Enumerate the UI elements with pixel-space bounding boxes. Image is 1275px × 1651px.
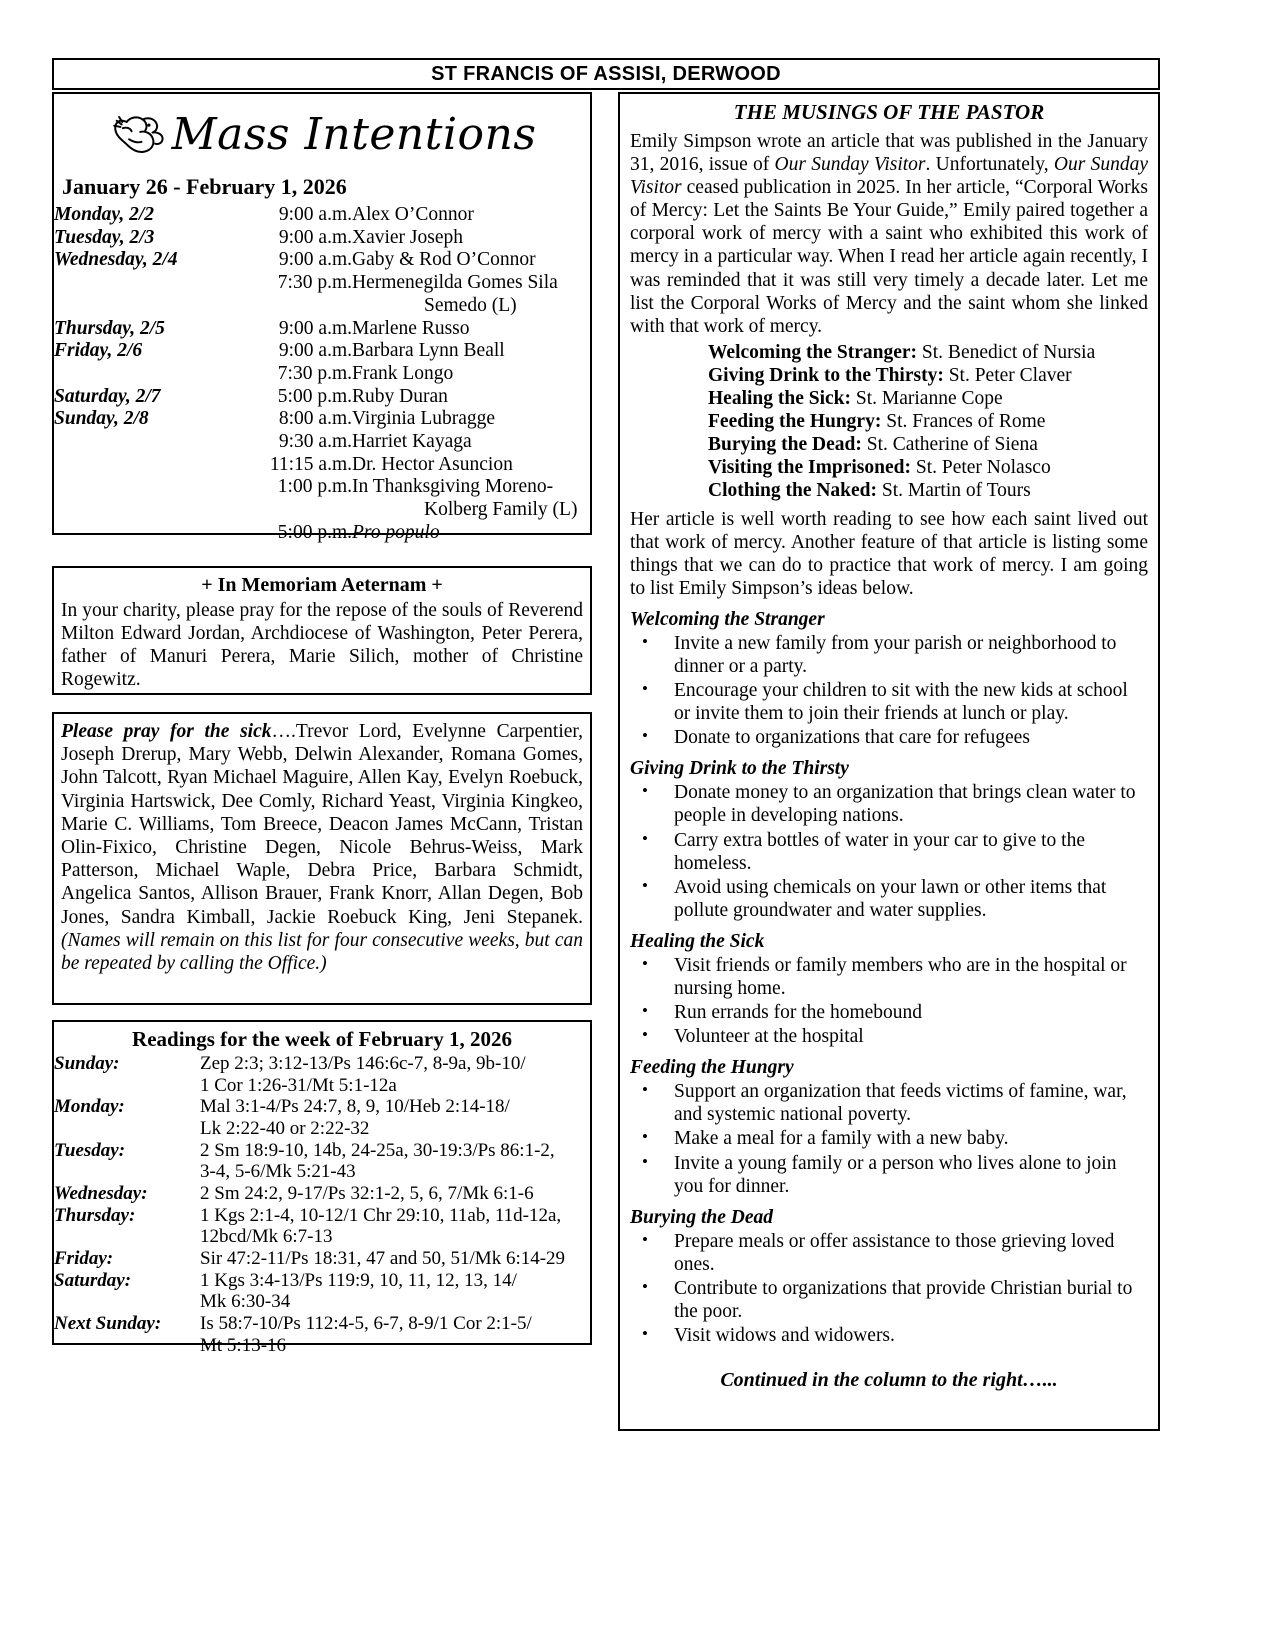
list-item xyxy=(630,726,1148,749)
publication-name-2: Our Sunday Visitor xyxy=(630,154,1148,199)
corporal-work-row xyxy=(708,364,1148,387)
mass-day xyxy=(54,272,232,295)
bullet-icon: • xyxy=(642,828,648,848)
readings-table xyxy=(54,1053,590,1356)
readings-citation xyxy=(200,1248,590,1270)
readings-citation-line: 3-4, 5-6/Mk 5:21-43 xyxy=(200,1161,356,1183)
list-item xyxy=(630,1277,1148,1323)
list-item xyxy=(630,954,1148,1000)
mass-time: 5:00 p.m. xyxy=(277,521,352,543)
readings-citation-line: Mk 6:30-34 xyxy=(200,1291,291,1313)
bullet-icon: • xyxy=(642,875,648,895)
list-item xyxy=(630,1230,1148,1276)
readings-citation-line: 2 Sm 18:9-10, 14b, 24-25a, 30-19:3/Ps 86:1-2, xyxy=(200,1139,555,1161)
list-item xyxy=(630,679,1148,725)
readings-day: Monday: xyxy=(54,1096,125,1118)
mass-intentions-title: Mass Intentions xyxy=(171,109,537,160)
pastor-p1-part-c: ceased publication in 2025. In her article, “Corporal Works of Mercy: Let the Saints Be Your Guide,” Emily paired together a corporal work of mercy with a saint who exhibited this work of mercy in a particular way. When I read her article again recently, I was reminded that it was still very timely a decade later. Let me list the Corporal Works of Mercy and the saint whom she linked with that work of mercy. xyxy=(630,177,1148,337)
pastor-paragraph-2: Her article is well worth reading to see how each saint lived out that work of mercy. Another feature of that article is listing some things that we can do to practice that work of mercy. I am going to list Emily Simpson’s ideas below. xyxy=(630,508,1148,599)
corporal-work-saint: St. Peter Claver xyxy=(948,364,1072,386)
pray-for-the-sick-lead: Please pray for the sick xyxy=(61,721,272,742)
mass-time: 1:00 p.m. xyxy=(277,476,352,498)
list-item xyxy=(630,1127,1148,1150)
publication-name-1: Our Sunday Visitor xyxy=(774,154,926,176)
readings-citation xyxy=(200,1313,590,1356)
list-item-text: Carry extra bottles of water in your car to give to the homeless. xyxy=(674,829,1085,874)
sick-names-list: ….Trevor Lord, Evelynne Carpentier, Joseph Drerup, Mary Webb, Delwin Alexander, Romana Gomes, John Talcott, Ryan Michael Maguire, Allen Kay, Evelyn Roebuck, Virginia Hartswick, Dee Comly, Richard Yeast, Virginia Kingkeo, Marie C. Williams, Tom Breece, Deacon James McCann, Tristan Olin-Fixico, Christine Degen, Nicole Behrus-Weiss, Mark Patterson, Michael Waple, Debra Price, Barbara Schmidt, Angelica Santos, Allison Brauer, Frank Knorr, Allan Degen, Bob Jones, Sandra Kimball, Jackie Roebuck King, Jeni Stepanek. xyxy=(61,721,583,928)
mass-day: Sunday, 2/8 xyxy=(54,408,149,430)
corporal-work-row xyxy=(708,410,1148,433)
bullet-icon: • xyxy=(642,1151,648,1171)
mass-intentions-header xyxy=(54,94,590,166)
readings-citation xyxy=(200,1183,590,1205)
readings-citation xyxy=(200,1205,590,1248)
list-item-text: Prepare meals or offer assistance to those grieving loved ones. xyxy=(674,1230,1115,1275)
mass-intention-name: In Thanksgiving Moreno- xyxy=(352,476,554,498)
mass-day: Friday, 2/6 xyxy=(54,340,143,362)
mercy-section-heading: Burying the Dead xyxy=(630,1206,774,1228)
readings-citation xyxy=(200,1270,590,1313)
list-item-text: Contribute to organizations that provide Christian burial to the poor. xyxy=(674,1277,1133,1323)
bullet-icon: • xyxy=(642,1025,648,1045)
mercy-section-list xyxy=(630,954,1148,1048)
bullet-icon: • xyxy=(642,1001,648,1021)
readings-day: Thursday: xyxy=(54,1204,136,1226)
list-item-text: Invite a new family from your parish or neighborhood to dinner or a party. xyxy=(674,632,1117,677)
list-item xyxy=(630,1025,1148,1048)
readings-citation-line: 12bcd/Mk 6:7-13 xyxy=(200,1226,333,1248)
corporal-work-row xyxy=(708,341,1148,364)
mass-intention-row xyxy=(54,249,590,272)
mass-intention-row xyxy=(54,499,590,522)
mass-intention-row xyxy=(54,363,590,386)
mass-intention-name: Virginia Lubragge xyxy=(352,408,496,430)
readings-citation-line: Zep 2:3; 3:12-13/Ps 146:6c-7, 8-9a, 9b-10/ xyxy=(200,1053,526,1074)
pastor-p1-part-a: Emily Simpson wrote an article that was published in the January 31, 2016, issue of xyxy=(630,131,1148,176)
mass-intention-row xyxy=(54,431,590,454)
readings-title: Readings for the week of February 1, 2026 xyxy=(132,1027,512,1051)
corporal-work-row xyxy=(708,387,1148,410)
corporal-work-label: Giving Drink to the Thirsty: xyxy=(708,364,944,386)
list-item xyxy=(630,1001,1148,1024)
mass-time xyxy=(232,499,352,522)
mass-day xyxy=(54,454,232,477)
mass-intention-name: Gaby & Rod O’Connor xyxy=(352,249,536,271)
mass-intention-name: Kolberg Family (L) xyxy=(424,499,578,521)
corporal-work-saint: St. Catherine of Siena xyxy=(866,434,1038,456)
mass-intention-name: Frank Longo xyxy=(352,362,454,384)
pastor-paragraph-1 xyxy=(630,130,1148,338)
mass-intention-row xyxy=(54,408,590,431)
mass-day xyxy=(54,522,232,545)
mass-time: 5:00 p.m. xyxy=(277,385,352,407)
bullet-icon: • xyxy=(642,631,648,651)
corporal-work-saint: St. Peter Nolasco xyxy=(915,457,1051,479)
pastor-musings-title: THE MUSINGS OF THE PASTOR xyxy=(733,100,1045,124)
bullet-icon: • xyxy=(642,726,648,746)
list-item-text: Encourage your children to sit with the new kids at school or invite them to join their friends at lunch or play. xyxy=(674,680,1128,725)
bullet-icon: • xyxy=(642,1324,648,1344)
mass-intention-row xyxy=(54,318,590,341)
mass-intention-name: Alex O’Connor xyxy=(352,204,474,225)
in-memoriam-panel xyxy=(52,566,592,695)
corporal-work-saint: St. Frances of Rome xyxy=(886,411,1046,433)
corporal-work-label: Welcoming the Stranger: xyxy=(708,341,918,363)
mass-time: 7:30 p.m. xyxy=(277,362,352,384)
mercy-section-heading: Healing the Sick xyxy=(630,930,765,952)
bullet-icon: • xyxy=(642,679,648,699)
in-memoriam-body: In your charity, please pray for the repose of the souls of Reverend Milton Edward Jordan, Archdiocese of Washington, Peter Perera, father of Manuri Perera, Marie Silich, mother of Christine Rogewitz. xyxy=(61,600,583,690)
list-item-text: Volunteer at the hospital xyxy=(674,1026,864,1048)
mass-intentions-table xyxy=(54,204,590,545)
readings-citation xyxy=(200,1053,590,1096)
readings-row xyxy=(54,1248,590,1270)
continued-note: Continued in the column to the right…... xyxy=(720,1369,1058,1392)
readings-citation-line: Sir 47:2-11/Ps 18:31, 47 and 50, 51/Mk 6:14-29 xyxy=(200,1247,566,1269)
readings-day: Wednesday: xyxy=(54,1182,148,1204)
readings-day: Saturday: xyxy=(54,1269,132,1291)
readings-day: Sunday: xyxy=(54,1053,120,1074)
mass-intention-row xyxy=(54,295,590,318)
list-item xyxy=(630,632,1148,678)
mass-intention-name: Ruby Duran xyxy=(352,385,448,407)
mass-time: 8:00 a.m. xyxy=(278,408,352,430)
corporal-work-label: Burying the Dead: xyxy=(708,434,862,456)
bullet-icon: • xyxy=(642,1276,648,1296)
list-item-text: Make a meal for a family with a new baby. xyxy=(674,1128,1009,1150)
mass-intention-name: Xavier Joseph xyxy=(352,226,464,248)
list-item xyxy=(630,829,1148,875)
list-item-text: Support an organization that feeds victims of famine, war, and systemic national poverty. xyxy=(674,1081,1127,1126)
corporal-work-label: Healing the Sick: xyxy=(708,388,852,410)
list-item xyxy=(630,1324,1148,1347)
readings-row xyxy=(54,1205,590,1248)
readings-citation xyxy=(200,1140,590,1183)
mass-day xyxy=(54,476,232,499)
mercy-section-list xyxy=(630,1230,1148,1347)
mass-day xyxy=(54,363,232,386)
readings-day: Next Sunday: xyxy=(54,1312,162,1334)
mass-intention-row xyxy=(54,272,590,295)
mass-day: Thursday, 2/5 xyxy=(54,317,165,339)
list-item-text: Visit widows and widowers. xyxy=(674,1325,895,1347)
mass-day: Monday, 2/2 xyxy=(54,204,155,225)
corporal-work-saint: St. Benedict of Nursia xyxy=(921,341,1096,363)
mass-day xyxy=(54,431,232,454)
mass-day: Wednesday, 2/4 xyxy=(54,249,178,271)
mercy-sections xyxy=(630,609,1148,1347)
readings-citation-line: Lk 2:22-40 or 2:22-32 xyxy=(200,1117,370,1139)
pastor-p1-part-b: . Unfortunately, xyxy=(925,154,1054,176)
readings-citation-line: 1 Cor 1:26-31/Mt 5:1-12a xyxy=(200,1074,397,1096)
mass-intention-name: Marlene Russo xyxy=(352,317,470,339)
bullet-icon: • xyxy=(642,781,648,801)
parish-name: ST FRANCIS OF ASSISI, DERWOOD xyxy=(431,62,781,85)
mass-day: Tuesday, 2/3 xyxy=(54,226,155,248)
mass-time: 7:30 p.m. xyxy=(277,272,352,294)
mass-time xyxy=(232,295,352,318)
dove-icon xyxy=(108,109,170,161)
corporal-work-row xyxy=(708,479,1148,502)
mass-day xyxy=(54,499,232,522)
sick-list-note: (Names will remain on this list for four consecutive weeks, but can be repeated by calling the Office.) xyxy=(61,929,583,975)
mass-intentions-panel xyxy=(52,92,592,543)
readings-row xyxy=(54,1183,590,1205)
bullet-icon: • xyxy=(642,1229,648,1249)
mass-time: 9:00 a.m. xyxy=(278,204,352,225)
mass-intention-name: Hermenegilda Gomes Sila xyxy=(352,272,558,294)
mass-time: 9:30 a.m. xyxy=(278,431,352,453)
readings-row xyxy=(54,1140,590,1183)
readings-row xyxy=(54,1053,590,1096)
readings-day: Tuesday: xyxy=(54,1139,126,1161)
mass-intention-row xyxy=(54,227,590,250)
pray-for-the-sick-panel xyxy=(52,712,592,1005)
pastor-musings-panel xyxy=(618,92,1160,1431)
list-item xyxy=(630,1152,1148,1198)
mass-intention-row xyxy=(54,386,590,409)
mercy-section-list xyxy=(630,632,1148,749)
corporal-works-list xyxy=(630,341,1148,503)
mercy-section-list xyxy=(630,781,1148,922)
pray-for-the-sick-body xyxy=(54,714,590,975)
list-item-text: Invite a young family or a person who lives alone to join you for dinner. xyxy=(674,1152,1117,1197)
mercy-section-heading: Giving Drink to the Thirsty xyxy=(630,758,849,780)
corporal-work-row xyxy=(708,456,1148,479)
list-item-text: Run errands for the homebound xyxy=(674,1002,923,1024)
readings-day: Friday: xyxy=(54,1247,114,1269)
mass-date-range: January 26 - February 1, 2026 xyxy=(62,174,347,199)
list-item-text: Donate to organizations that care for refugees xyxy=(674,727,1030,749)
bullet-icon: • xyxy=(642,953,648,973)
mass-intention-name: Pro populo xyxy=(352,521,440,543)
readings-row xyxy=(54,1313,590,1356)
bullet-icon: • xyxy=(642,1127,648,1147)
readings-panel xyxy=(52,1020,592,1356)
mass-intention-row xyxy=(54,476,590,499)
readings-citation-line: 1 Kgs 3:4-13/Ps 119:9, 10, 11, 12, 13, 14/ xyxy=(200,1269,517,1291)
mass-time: 9:00 a.m. xyxy=(278,317,352,339)
mass-time: 9:00 a.m. xyxy=(278,249,352,271)
mass-intention-row xyxy=(54,522,590,545)
corporal-work-saint: St. Marianne Cope xyxy=(855,388,1003,410)
corporal-work-saint: St. Martin of Tours xyxy=(881,480,1031,502)
mass-intention-name: Dr. Hector Asuncion xyxy=(352,453,513,475)
list-item-text: Visit friends or family members who are in the hospital or nursing home. xyxy=(674,954,1127,999)
corporal-work-label: Visiting the Imprisoned: xyxy=(708,457,911,479)
mass-intention-name: Semedo (L) xyxy=(424,294,517,316)
mass-intention-name: Harriet Kayaga xyxy=(352,431,472,453)
readings-row xyxy=(54,1270,590,1313)
list-item xyxy=(630,781,1148,827)
mass-time: 9:00 a.m. xyxy=(278,340,352,362)
mass-day: Saturday, 2/7 xyxy=(54,385,161,407)
mass-day xyxy=(54,295,232,318)
mass-intention-row xyxy=(54,204,590,227)
mass-intention-row xyxy=(54,340,590,363)
corporal-work-label: Feeding the Hungry: xyxy=(708,411,882,433)
masthead-banner xyxy=(52,58,1160,90)
list-item xyxy=(630,876,1148,922)
readings-citation-line: Mt 5:13-16 xyxy=(200,1334,287,1356)
readings-citation xyxy=(200,1096,590,1139)
readings-row xyxy=(54,1096,590,1139)
mercy-section-heading: Welcoming the Stranger xyxy=(630,608,825,630)
mercy-section-list xyxy=(630,1080,1148,1197)
corporal-work-row xyxy=(708,433,1148,456)
readings-citation-line: Is 58:7-10/Ps 112:4-5, 6-7, 8-9/1 Cor 2:1-5/ xyxy=(200,1312,532,1334)
mass-time: 11:15 a.m. xyxy=(269,453,352,475)
in-memoriam-title: + In Memoriam Aeternam + xyxy=(201,574,443,596)
readings-citation-line: Mal 3:1-4/Ps 24:7, 8, 9, 10/Heb 2:14-18/ xyxy=(200,1096,510,1118)
list-item-text: Avoid using chemicals on your lawn or other items that pollute groundwater and water supplies. xyxy=(674,876,1107,921)
readings-citation-line: 1 Kgs 2:1-4, 10-12/1 Chr 29:10, 11ab, 11d-12a, xyxy=(200,1204,562,1226)
list-item-text: Donate money to an organization that brings clean water to people in developing nations. xyxy=(674,782,1136,827)
mass-intention-row xyxy=(54,454,590,477)
list-item xyxy=(630,1080,1148,1126)
bullet-icon: • xyxy=(642,1080,648,1100)
mass-time: 9:00 a.m. xyxy=(278,226,352,248)
corporal-work-label: Clothing the Naked: xyxy=(708,480,878,502)
mercy-section-heading: Feeding the Hungry xyxy=(630,1057,794,1079)
readings-citation-line: 2 Sm 24:2, 9-17/Ps 32:1-2, 5, 6, 7/Mk 6:1-6 xyxy=(200,1182,534,1204)
mass-intention-name: Barbara Lynn Beall xyxy=(352,340,505,362)
